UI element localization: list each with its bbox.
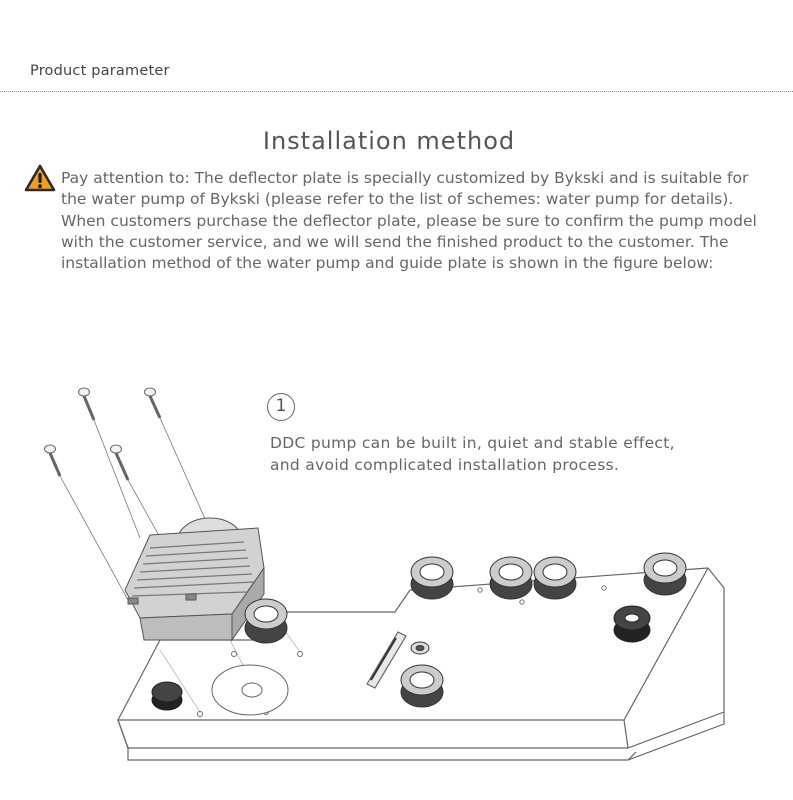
pump-seat <box>212 665 288 715</box>
step-description-line-1: DDC pump can be built in, quiet and stable effect, <box>270 434 675 452</box>
section-divider <box>0 91 793 92</box>
fitting <box>401 665 443 707</box>
page-title: Installation method <box>262 127 516 155</box>
fitting <box>644 553 686 595</box>
fitting <box>534 557 576 599</box>
section-label: Product parameter <box>30 63 170 79</box>
notice-text: Pay attention to: The deflector plate is specially customized by Bykski and is suitable for the water pump of Bykski (please refer to the list of schemes: water pump for details). When customers purchase the deflector plate, please be sure to confirm the pump model with the customer service, and we will send the finished product to the customer. The installation method of the water pump and guide plate is shown in the figure below: <box>61 169 757 273</box>
screw <box>79 388 141 538</box>
fitting <box>490 557 532 599</box>
ddc-pump <box>125 518 264 640</box>
step-description-line-2: and avoid complicated installation process. <box>270 456 620 474</box>
plug <box>152 682 182 710</box>
step-number-badge: 1 <box>267 393 295 421</box>
fitting <box>411 557 453 599</box>
installation-diagram <box>0 370 793 800</box>
warning-triangle-icon <box>24 164 56 192</box>
plug <box>614 606 650 642</box>
fitting <box>245 599 287 643</box>
screw <box>145 388 211 530</box>
screw <box>45 445 129 600</box>
